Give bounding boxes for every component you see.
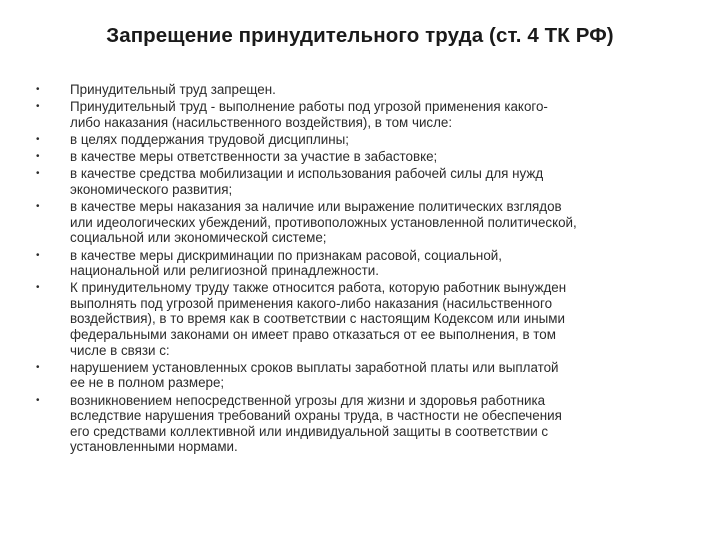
list-item-text: нарушением установленных сроков выплаты заработной платы или выплатой ее не в полном размере; bbox=[70, 359, 559, 391]
bullet-icon: • bbox=[36, 133, 40, 145]
bullet-icon: • bbox=[36, 249, 40, 261]
bullet-icon: • bbox=[36, 84, 40, 95]
list-item-text: в качестве меры наказания за наличие или выражение политических взглядов или идеологических убеждений, противоположных установленной политической, социальной или экономической системе; bbox=[70, 199, 577, 246]
bullet-icon: • bbox=[36, 201, 40, 213]
list-item bbox=[36, 99, 696, 130]
bullet-icon: • bbox=[36, 151, 40, 163]
list-item bbox=[36, 82, 696, 98]
list-item bbox=[36, 248, 696, 279]
slide-title: Запрещение принудительного труда (ст. 4 ТК РФ) bbox=[106, 24, 614, 47]
bullet-icon: • bbox=[36, 394, 40, 406]
bullet-icon: • bbox=[36, 361, 40, 373]
list-item-text: Принудительный труд запрещен. bbox=[70, 82, 276, 97]
bullet-icon: • bbox=[36, 101, 40, 113]
list-item bbox=[36, 199, 696, 246]
bullet-icon: • bbox=[36, 282, 40, 294]
bullet-list bbox=[36, 82, 696, 457]
list-item bbox=[36, 132, 696, 148]
list-item-text: в качестве средства мобилизации и использования рабочей силы для нужд экономического развития; bbox=[70, 166, 544, 197]
bullet-icon: • bbox=[36, 168, 40, 180]
list-item-text: в целях поддержания трудовой дисциплины; bbox=[70, 131, 349, 147]
list-item bbox=[36, 360, 696, 391]
list-item-text: К принудительному труду также относится работа, которую работник вынужден выполнять под угрозой применения какого-либо наказания (насильственного воздействия), в то время как в соответствии с настоящим Кодексом или иными федеральными законами он имеет право отказаться от ее выполнения, в том числе в связи с: bbox=[70, 280, 567, 358]
list-item-text: в качестве меры ответственности за участие в забастовке; bbox=[70, 149, 438, 165]
list-item bbox=[36, 280, 696, 358]
list-item bbox=[36, 166, 696, 197]
list-item bbox=[36, 149, 696, 165]
list-item-text: Принудительный труд - выполнение работы под угрозой применения какого- либо наказания (насильственного воздействия), в том числе: bbox=[70, 99, 548, 130]
list-item bbox=[36, 393, 696, 455]
list-item-text: в качестве меры дискриминации по признакам расовой, социальной, национальной или религиозной принадлежности. bbox=[70, 247, 502, 279]
list-item-text: возникновением непосредственной угрозы для жизни и здоровья работника вследствие нарушения требований охраны труда, в частности не обеспечения его средствами коллективной или индивидуальной защиты в соответствии с установленными нормами. bbox=[70, 392, 562, 455]
